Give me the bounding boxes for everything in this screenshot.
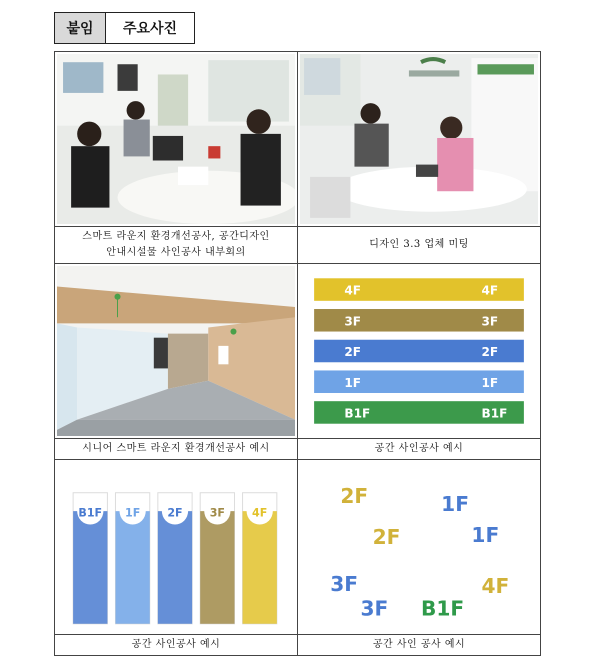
caption-line: 공간 사인공사 예시 (131, 639, 221, 650)
caption-line: 공간 사인공사 예시 (374, 443, 464, 454)
floor-bar-label: B1F (481, 406, 508, 421)
photo-cell-meeting-1 (55, 52, 298, 227)
photo-cell-banners (55, 460, 298, 635)
floor-banner-fill (200, 511, 234, 624)
photo-vendor-meeting (300, 54, 538, 224)
floor-bar-label: 4F (481, 283, 499, 298)
floor-stairs-svg (300, 462, 538, 632)
floor-bar-label: 2F (344, 345, 362, 360)
caption-cell (298, 227, 541, 264)
photo-cell-meeting-2 (298, 52, 541, 227)
floor-banner-label: 3F (209, 506, 225, 520)
floor-banner-fill (115, 511, 149, 624)
photo-cell-lounge (55, 264, 298, 439)
caption-cell (298, 635, 541, 656)
floor-banners-svg (57, 462, 295, 632)
photo-cell-floor-bars (298, 264, 541, 439)
floor-stair-label: 3F (360, 596, 389, 621)
caption-line: 공간 사인 공사 예시 (372, 639, 466, 650)
floor-banner-label: 4F (252, 506, 268, 520)
floor-stair-label: 2F (372, 524, 401, 549)
floor-bar-label: 1F (481, 375, 499, 390)
caption-line: 시니어 스마트 라운지 환경개선공사 예시 (82, 443, 270, 454)
floor-bar-label: 2F (481, 345, 499, 360)
photo-cell-stairs (298, 460, 541, 635)
floor-bar-label: 3F (481, 314, 499, 329)
floor-bar-label: B1F (344, 406, 371, 421)
floor-banner-label: 1F (124, 506, 141, 520)
caption-line: 스마트 라운지 환경개선공사, 공간디자인 (82, 231, 270, 242)
floor-banner-label: 2F (167, 506, 183, 520)
render-smart-lounge (57, 266, 295, 436)
caption-cell (298, 439, 541, 460)
floor-stair-label: 1F (441, 492, 469, 517)
floor-banner-label: B1F (78, 506, 103, 520)
caption-line: 안내시설물 사인공사 내부회의 (106, 247, 246, 258)
floor-bars-svg (300, 266, 538, 436)
caption-cell (55, 227, 298, 264)
photo-internal-meeting (57, 54, 295, 224)
floor-banner-fill (158, 511, 192, 624)
attachment-tag: 붙임 (55, 13, 106, 43)
render-floor-stairs (300, 462, 538, 632)
photo-table (54, 51, 541, 656)
floor-stair-label: 1F (471, 522, 500, 547)
floor-stair-label: B1F (421, 596, 465, 621)
caption-cell (55, 635, 298, 656)
floor-stair-label: 3F (330, 571, 359, 597)
floor-banner-fill (73, 511, 107, 624)
render-floor-sign-bars (300, 266, 538, 436)
caption-line: 디자인 3.3 업체 미팅 (369, 239, 469, 250)
floor-banner-fill (243, 511, 277, 624)
attachment-header (54, 12, 195, 44)
floor-bar-label: 4F (344, 283, 362, 298)
floor-bar-label: 1F (344, 375, 362, 390)
floor-bar-label: 3F (344, 314, 362, 329)
caption-cell (55, 439, 298, 460)
floor-stair-label: 2F (340, 483, 369, 509)
render-floor-banners (57, 462, 295, 632)
floor-stair-label: 4F (481, 573, 510, 599)
attachment-title: 주요사진 (122, 21, 178, 37)
